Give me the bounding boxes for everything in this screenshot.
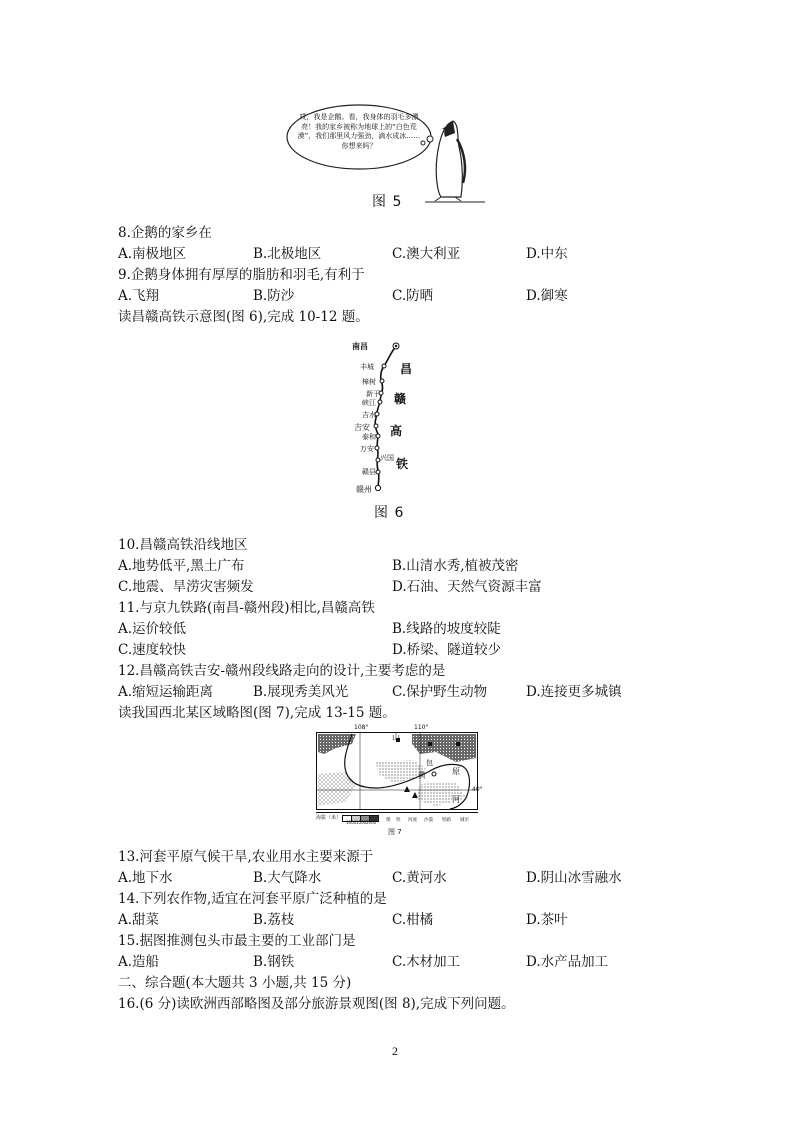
question-10-stem: 10.昌赣高铁沿线地区: [118, 537, 248, 553]
q12-option-d: D.连接更多城镇: [526, 684, 622, 700]
station-label: 吉安: [354, 423, 370, 432]
station-label: 兴国: [380, 454, 394, 462]
q9-option-c: C.防晒: [392, 288, 434, 304]
q15-option-c: C.木材加工: [392, 954, 461, 970]
station-label: 万安: [360, 445, 374, 453]
route-name-char: 高: [390, 424, 403, 438]
q14-option-a: A.甜菜: [118, 912, 160, 928]
q13-option-d: D.阴山冰雪融水: [526, 870, 622, 886]
q10-option-b: B.山清水秀,植被茂密: [392, 558, 519, 574]
question-14-stem: 14.下列农作物,适宜在河套平原广泛种植的是: [118, 891, 387, 907]
q8-option-d: D.中东: [526, 246, 568, 262]
place-label: 山: [392, 733, 400, 742]
figure-7-caption: 图 7: [388, 828, 402, 836]
place-label: 河: [452, 795, 460, 804]
question-12-stem: 12.昌赣高铁吉安-赣州段线路走向的设计,主要考虑的是: [118, 663, 446, 679]
station-label: 泰和: [362, 433, 376, 441]
q9-option-b: B.防沙: [253, 288, 295, 304]
q13-option-a: A.地下水: [118, 870, 173, 886]
q12-option-c: C.保护野生动物: [392, 684, 488, 700]
legend-elevation-value: 1500: [356, 820, 367, 825]
q15-option-d: D.水产品加工: [526, 954, 609, 970]
section-2-heading: 二、综合题(本大题共 3 小题,共 15 分): [118, 975, 352, 991]
q11-option-a: A.运价较低: [118, 621, 187, 637]
figure-5-caption: 图 5: [372, 194, 403, 210]
station-label: 吉水: [362, 411, 376, 419]
station-label: 赣州: [356, 485, 372, 494]
place-label: 原: [452, 767, 460, 776]
intro-13-15: 读我国西北某区域略图(图 7),完成 13-15 题。: [118, 705, 396, 721]
station-label: 丰城: [360, 363, 374, 371]
q8-option-c: C.澳大利亚: [392, 246, 461, 262]
station-label: 峡江: [362, 399, 376, 407]
speech-bubble-text: 哎，我是企鹅。看，我身体的羽毛多漂亮！我的家乡被称为地球上的“白色荒漠”，我们那里风力强劲，滴水成冰……你想来吗？: [297, 113, 421, 150]
figure-5: [285, 103, 490, 213]
q11-option-c: C.速度较快: [118, 642, 187, 658]
q9-option-a: A.飞翔: [118, 288, 160, 304]
figure-6-caption: 图 6: [374, 505, 405, 521]
place-label: 黄: [418, 771, 426, 780]
legend-item: 沙漠: [424, 818, 433, 823]
legend-elevation-value: 2000: [366, 820, 377, 825]
question-8-stem: 8.企鹅的家乡在: [118, 225, 212, 241]
longitude-label: 110°: [414, 724, 429, 731]
q14-option-b: B.荔枝: [253, 912, 295, 928]
latitude-label: 40°: [472, 786, 483, 793]
q10-option-c: C.地震、旱涝灾害频发: [118, 579, 254, 595]
q15-option-a: A.造船: [118, 954, 160, 970]
legend-title: 海拔（米）: [316, 815, 342, 821]
legend-item: 城市: [460, 818, 469, 823]
question-15-stem: 15.据图推测包头市最主要的工业部门是: [118, 933, 356, 949]
route-name-char: 昌: [400, 362, 413, 376]
railway-route-map: [340, 336, 440, 496]
legend-item: 铁路: [442, 818, 451, 823]
q13-option-c: C.黄河水: [392, 870, 447, 886]
q12-option-b: B.展现秀美风光: [253, 684, 349, 700]
q8-option-b: B.北极地区: [253, 246, 322, 262]
legend-item: 铁: [396, 818, 401, 823]
q12-option-a: A.缩短运输距离: [118, 684, 214, 700]
q15-option-b: B.钢铁: [253, 954, 295, 970]
q14-option-d: D.茶叶: [526, 912, 568, 928]
intro-10-12: 读昌赣高铁示意图(图 6),完成 10-12 题。: [118, 309, 369, 325]
route-name-char: 铁: [396, 457, 409, 471]
q10-option-a: A.地势低平,黑土广布: [118, 558, 245, 574]
question-9-stem: 9.企鹅身体拥有厚厚的脂肪和羽毛,有利于: [118, 267, 365, 283]
q13-option-b: B.大气降水: [253, 870, 322, 886]
question-16-stem: 16.(6 分)读欧洲西部略图及部分旅游景观图(图 8),完成下列问题。: [118, 996, 515, 1012]
q8-option-a: A.南极地区: [118, 246, 187, 262]
q9-option-d: D.御寒: [526, 288, 568, 304]
station-label: 赣县: [362, 468, 376, 476]
q14-option-c: C.柑橘: [392, 912, 434, 928]
legend-item: 河流: [408, 818, 417, 823]
question-11-stem: 11.与京九铁路(南昌-赣州段)相比,昌赣高铁: [118, 600, 375, 616]
page-number: 2: [392, 1044, 398, 1058]
station-label: 樟树: [362, 378, 376, 386]
figure-6: [340, 336, 440, 526]
q11-option-b: B.线路的坡度较陡: [392, 621, 501, 637]
station-label: 南昌: [352, 342, 368, 351]
place-label: 包: [426, 759, 433, 767]
legend-item: 煤: [386, 818, 391, 823]
q10-option-d: D.石油、天然气资源丰富: [392, 579, 542, 595]
q11-option-d: D.桥梁、隧道较少: [392, 642, 502, 658]
longitude-label: 108°: [354, 724, 369, 731]
figure-7: [312, 726, 484, 842]
legend-elevation-value: 1000: [346, 820, 357, 825]
route-name-char: 赣: [394, 392, 407, 406]
station-label: 新干: [366, 390, 380, 398]
question-13-stem: 13.河套平原气候干旱,农业用水主要来源于: [118, 849, 374, 865]
map-legend: [316, 812, 478, 825]
